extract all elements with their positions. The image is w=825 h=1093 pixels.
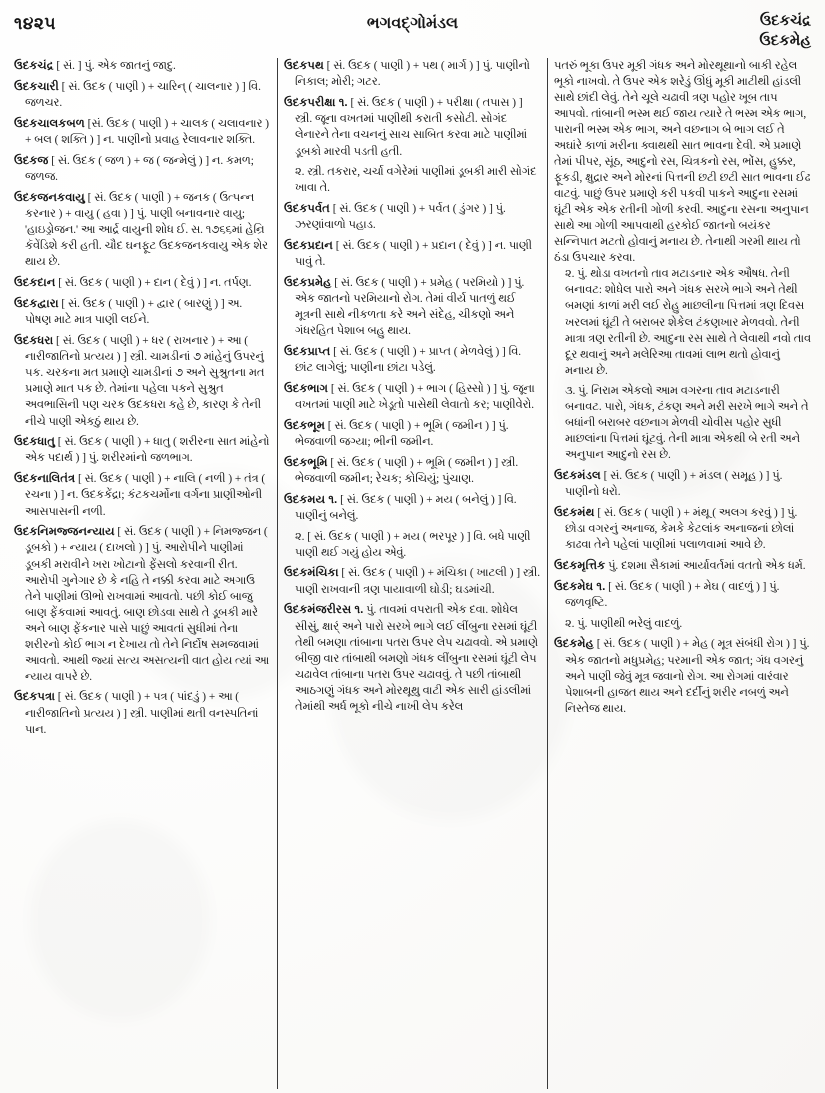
entry-definition: [ સં. ઉદક ( પાણી ) + મંડલ ( સમૂહ ) ] પું. પાણીનો ધરો. bbox=[565, 469, 783, 499]
entry-definition: પું. તાવમાં વપરાતી એક દવા. શોધેલ સીસું, ક્ષાર્ં અને પારો સરખે ભાગે લઈ લીંબુના રસમાં ઘૂંટી તેથી બમણા તાંબાના પતરા ઉપર લેપ ચઢાવવો. એ પ્રમાણે બીજી વાર તાંબાથી બમણો ગંધક લીંબુના રસમાં ઘૂંટી લેપ ચઢાવેલ તાંબાના પતરા ઉપર ચઢાવવું. તે પછી તાંબાથી આઠગણું ગંધક અને મોરથૂથુ વાટી એક સારી હાંડલીમાં તેમાંથી અર્ધ ભૂકો નીચે નાખી લેપ કરેલ bbox=[295, 604, 538, 713]
entry-definition: [ સં. ઉદક ( પાણી ) + મંચિકા ( ખાટલી ) ] સ્ત્રી. પાણી રાખવાની ત્રણ પાયાવાળી ઘોડી; ઘડમાંચી. bbox=[295, 567, 541, 596]
entry-definition: [ સં. ઉદક ( પાણી ) + ભાગ ( હિસ્સો ) ] પું. જૂના વખતમાં પાણી માટે ખેડૂતો પાસેથી લેવાતો કર; પાણીવેરો. bbox=[295, 382, 535, 412]
entry-sense-paragraph: ૨. સ્ત્રી. તકરાર, ચર્ચા વગેરેમાં પાણીમાં ડૂબકી મારી સોગંદ ખાવા તે. bbox=[295, 166, 537, 195]
entry-definition: [ સં. ઉદક ( પાણી ) + પર્વત ( ડુંગર ) ] પું. ઝરણાંવાળો પહાડ. bbox=[295, 202, 506, 232]
dictionary-entry bbox=[14, 524, 271, 685]
dictionary-entry bbox=[14, 190, 271, 271]
entry-definition: [ સં. ઉદક ( પાણી ) + પ્રાપ્ત ( મેળવેલું ) ] વિ. છાંટ લાગેલું; પાણીના છાંટા પડેલું. bbox=[295, 345, 522, 375]
dictionary-entry bbox=[14, 58, 271, 74]
entry-headword: ઉદકપરીક્ષા ૧. bbox=[284, 95, 348, 109]
entry-definition: [ સં. ઉદક ( પાણી ) + ભૂમિ ( જમીન ) ] સ્ત્રી. ભેજવાળી જમીન; રેચક; કોચિયું; પુંચાણ. bbox=[295, 456, 519, 486]
dictionary-entry bbox=[284, 602, 541, 715]
guide-words bbox=[759, 11, 811, 52]
dictionary-entry bbox=[554, 468, 811, 500]
entry-headword: ઉદકમંચિકા bbox=[284, 566, 339, 580]
dictionary-entry bbox=[14, 116, 271, 148]
entry-headword: ઉદકચારી bbox=[14, 79, 59, 93]
entry-definition: [ સં. ઉદક ( પાણી ) + ભૂમિ ( જમીન ) ] પું. ભેજવાળી જગ્યા; ભીની જમીન. bbox=[295, 419, 509, 449]
entry-headword: ઉદકભાગ bbox=[284, 381, 329, 395]
entry-definition: [ સં. ] પું. એક જાતનું જાદુ. bbox=[53, 60, 176, 72]
dictionary-entry bbox=[14, 275, 271, 291]
dictionary-entry bbox=[554, 579, 811, 611]
entry-definition: [ સં. ઉદક ( પાણી ) + નાલિ ( નળી ) + તંત્ર ( રચના ) ] ન. ઉદકકેંદ્રા; કંટકચર્મોના વર્ગના પ્રાણીઓની આસપાસની નળી. bbox=[25, 473, 266, 518]
entry-sense-paragraph: ૨. પું. થોડા વખતનો તાવ મટાડનાર એક ઔષધ. તેની બનાવટ: શોધેલ પારો અને ગંધક સરખે ભાગે અને તેથી બમણાં કાળાં મરી લઈ રોહુ માછલીના પિત્તમાં ત્રણ દિવસ ખરલમાં ઘૂંટી તે બરાબર શેકેલ ટંકણખાર મેળવવો. તેની માત્રા ત્રણ રતીની છે. આદુના રસ સાથે તે લેવાથી નવો તાવ દૂર થવાનું અને મલેરિઆ તાવમાં લાભ થતો હોવાનું મનાય છે. bbox=[565, 268, 812, 377]
entry-headword: ઉદકજ bbox=[14, 153, 49, 167]
entry-headword: ઉદકપથ bbox=[284, 59, 324, 72]
dictionary-entry bbox=[14, 153, 271, 185]
entry-headword: ઉદકચાલકબળ bbox=[14, 116, 85, 130]
dictionary-entry bbox=[284, 455, 541, 487]
dictionary-entry bbox=[284, 238, 541, 270]
entry-sense-paragraph: ૨. [ સં. ઉદક ( પાણી ) + મય ( ભરપૂર ) ] વિ. બધે પાણી પાણી થઈ ગયું હોય એવું. bbox=[295, 530, 531, 559]
dictionary-column-2 bbox=[277, 58, 548, 1089]
dictionary-entry bbox=[284, 344, 541, 376]
dictionary-entry bbox=[284, 95, 541, 160]
dictionary-entry bbox=[284, 275, 541, 340]
dictionary-entry bbox=[284, 565, 541, 597]
dictionary-entry bbox=[284, 492, 541, 524]
dictionary-entry bbox=[14, 471, 271, 520]
running-title: ભગવદ્‌ગોમંડલ bbox=[366, 15, 459, 32]
dictionary-entry bbox=[554, 636, 811, 717]
entry-headword: ઉદકમેહ bbox=[554, 637, 594, 651]
page-number: ૧૪૨૫ bbox=[14, 14, 57, 33]
entry-definition: [ સં. ઉદક ( પાણી ) + ધાતુ ( શરીરના સાત માંહેનો એક પદાર્થ ) ] પું. શરીરમાંનો જળભાગ. bbox=[25, 436, 270, 465]
dictionary-entry bbox=[14, 79, 271, 111]
dictionary-entry bbox=[14, 296, 271, 328]
dictionary-entry bbox=[14, 434, 271, 466]
dictionary-entry bbox=[554, 505, 811, 554]
entry-headword: ઉદકનાલિતંત્ર bbox=[14, 472, 76, 486]
entry-headword: ઉદકમય ૧. bbox=[284, 492, 338, 506]
entry-headword: ઉદકધરા bbox=[14, 333, 54, 347]
entry-sense-paragraph: ૩. પું. નિરામ એકલો આમ વગરના તાવ મટાડનારી બનાવટ. પારો, ગંધક, ટંકણ અને મરી સરખે ભાગે અને તે બધાંની બરાબર વછનાગ મેળવી ચોવીસ પહોર સુધી માછલાંના પિત્તમાં ઘૂંટવું. તેની માત્રા એકથી બે રતી અને અનુપાન આદુનો રસ છે. bbox=[565, 385, 809, 462]
entry-definition: [ સં. ઉદક ( પાણી ) + નિમજ્જન ( ડૂબકો ) + ન્યાય ( દાખલો ) ] પું. આરોપીને પાણીમાં ડૂબકી મરાવીને ખરા ખોટાનો ફેંસલો કરવાની રીત. આરોપી ગુનેગાર છે કે નહિ તે નક્કી કરવા માટે અગાઉ તેને પાણીમાં ઊભો રાખવામાં આવતો. પછી કોઈ બાજુ બાણ ફેંકવામાં આવતું. બાણ છોડવા સાથે તે ડૂબકી મારે અને બાણ ફેંકનાર પાસે પાછું આવતાં સુધીમાં તેના શરીરનો કોઈ ભાગ ન દેખાય તો તેને નિર્દોષ સમજવામાં આવતો. આથી જ્યાં સત્ય અસત્યની વાત હોય ત્યાં આ ન્યાય વાપરે છે. bbox=[25, 526, 269, 683]
entry-definition: [ સં. ઉદક ( પાણી ) + ધર ( રાખનાર ) + આ ( નારીજાતિનો પ્રત્યય ) ] સ્ત્રી. ચામડીનાં ૭ માંહેનું ઉપરનું ૫ક. ચરકના મત પ્રમાણે ચામડીનાં ૭ અને સુશ્રુતના મત પ્રમાણે માત ૫ક છે. તેમાંના પહેલા ૫કને સુશ્રુત અવભાસિની પણ ચરક ઉદકધરા કહે છે, કારણ કે તેની નીચે પાણી એકઠું થાય છે. bbox=[25, 334, 265, 428]
entry-headword: ઉદકપ્રાપ્ત bbox=[284, 344, 331, 358]
entry-headword: ઉદકપર્વત bbox=[284, 201, 330, 215]
entry-definition: [ સં. ઉદક ( પાણી ) + પથ ( માર્ગ ) ] પું. પાણીનો નિકાલ; મોરી; ગટર. bbox=[295, 60, 530, 89]
entry-headword: ઉદકપ્રમેહ bbox=[284, 275, 332, 289]
dictionary-entry bbox=[14, 333, 271, 430]
dictionary-column-1 bbox=[8, 58, 277, 1089]
entry-definition: [ સં. ઉદક ( પાણી ) + મય ( બનેલું ) ] વિ. પાણીનું બનેલું. bbox=[295, 493, 517, 522]
entry-headword: ઉદકમંડલ bbox=[554, 468, 601, 482]
entry-headword: ઉદકપ્રદાન bbox=[284, 238, 333, 252]
entry-headword: ઉદકમેઘ ૧. bbox=[554, 579, 606, 593]
dictionary-entry bbox=[284, 58, 541, 90]
entry-headword: ઉદકજનકવાયુ bbox=[14, 190, 85, 204]
entry-definition: [ સં. ઉદક ( પાણી ) + ચારિન્ ( ચાલનાર ) ] વિ. જળચર. bbox=[25, 80, 261, 110]
dictionary-column-3 bbox=[548, 58, 817, 1089]
entry-headword: ઉદકધાતુ bbox=[14, 435, 55, 449]
entry-definition: [ સં. ઉદક ( જળ ) + જ ( જન્મેલું ) ] ન. કમળ; જળજ. bbox=[25, 154, 254, 184]
dictionary-entry bbox=[284, 381, 541, 413]
dictionary-entry bbox=[554, 558, 811, 574]
entry-definition: [ સં. ઉદક ( પાણી ) + જનક ( ઉત્પન્ન કરનાર ) + વાયુ ( હવા ) ] પું. પાણી બનાવનાર વાયુ; 'હાઇડ્રોજન.' આ આર્દ્ર વાયુની શોધ ઈ. સ. ૧૭૬૬માં હેન્રિ કૅવેંડિશે કરી હતી. ચૌદ ઘનફૂટ ઉદકજનકવાયુ એક શેર થાય છે. bbox=[25, 191, 268, 269]
entry-definition: [ સં. ઉદક ( પાણી ) + મેહ ( મૂત્ર સંબંધી રોગ ) ] પું. એક જાતનો મધુપ્રમેહ; પરમાની એક જાત; ગંધ વગરનું અને પાણી જેવું મૂત્ર જવાનો રોગ. આ રોગમાં વારંવાર પેશાબની હાજત થાય અને દર્દીનું શરીર નબળું અને નિસ્તેજ થાય. bbox=[565, 638, 810, 715]
entry-definition: [ સં. ઉદક ( પાણી ) + પરીક્ષા ( તપાસ ) ] સ્ત્રી. જૂના વખતમાં પાણીથી કરાતી કસોટી. સોગંદ લેનારને તેના વચનનું સાચ સાબિત કરવા માટે પાણીમાં ડૂબકો મારવી પડતી હતી. bbox=[295, 96, 528, 158]
entry-definition: [ સં. ઉદક ( પાણી ) + પ્રમેહ ( પરમિયો ) ] પું. એક જાતનો પરમિયાનો રોગ. તેમાં વીર્ય પાતળું થઈ મૂત્રની સાથે નીકળતા કરે અને સંદેહ, ચીકણો અને ગંધરહિત પેશાબ બહુ થાય. bbox=[295, 276, 525, 338]
guide-word-last: ઉદકમેહ bbox=[759, 32, 811, 50]
entry-headword: ઉદકમૃત્તિક bbox=[554, 558, 606, 572]
dictionary-entry bbox=[14, 689, 271, 738]
dictionary-entry bbox=[284, 201, 541, 233]
entry-definition: [ સં. ઉદક ( પાણી ) + પત્ર ( પાંદડું ) + આ ( નારીજાતિનો પ્રત્યય ) ] સ્ત્રી. પાણીમાં થતી વનસ્પતિનાં પાન. bbox=[25, 691, 259, 736]
entry-headword: ઉદકદાન bbox=[14, 275, 56, 289]
entry-headword: ઉદકમંજરીરસ ૧. bbox=[284, 603, 364, 617]
entry-definition: [ સં. ઉદક ( પાણી ) + મેઘ ( વાદળું ) ] પું. જળવૃષ્ટિ. bbox=[565, 580, 780, 610]
entry-definition: [ સં. ઉદક ( પાણી ) + પ્રદાન ( દેવું ) ] ન. પાણી પાવું તે. bbox=[295, 239, 532, 269]
guide-word-first: ઉદકચંદ્ર bbox=[759, 12, 811, 29]
column-container bbox=[8, 58, 817, 1089]
entry-sense-paragraph: ૨. પું. પાણીથી ભરેલું વાદળું. bbox=[565, 617, 683, 630]
entry-definition: [સં. ઉદક ( પાણી ) + ચાલક ( ચલાવનાર ) + બલ ( શક્તિ ) ] ન. પાણીનો પ્રવાહ રેલાવનાર શક્તિ. bbox=[25, 117, 269, 147]
entry-headword: ઉદકચંદ્ર bbox=[14, 59, 54, 72]
entry-headword: ઉદકમંથ bbox=[554, 505, 595, 519]
entry-headword: ઉદકનિમજ્જનન્યાય bbox=[14, 525, 115, 539]
entry-definition: [ સં. ઉદક ( પાણી ) + મંથૂ ( અલગ કરવું ) ] પું. છોડા વગરનું અનાજ, કેમકે કેટલાંક અનાજનાં છોલાં કાઢવા તેને પહેલાં પાણીમાં પલાળવામાં આવે છે. bbox=[565, 506, 798, 552]
page-header bbox=[0, 0, 825, 58]
continued-text: પતરું ભૂકા ઉપર મૂકી ગંધક અને મોરથૂથાનો બાકી રહેલ ભૂકો નાખવો. તે ઉપર એક શરેડું ઊંધું મૂકી માટીથી હાંડલી સાથે છાંદી લેવું. તેને ચૂલે ચઢાવી ત્રણ પહોર ખૂબ તાપ આપવો. તાંબાની ભસ્મ થઈ જાય ત્યારે તે ભસ્મ એક ભાગ, પારાની ભસ્મ એક ભાગ, અને વછનાગ બે ભાગ લઈ તે અઘાંરે કાળાં મરીના ક્વાથથી સાત ભાવના દેવી. એ પ્રમાણે તેમાં પીપર, સૂંઠ, આદુનો રસ, ચિત્રકનો રસ, ભોંસ, હુક્કર, ફૂકડી, ક્ષુદ્રાર અને મોરનાં પિત્તની છટી છટી સાત ભાવના ઈઢ વાટવું. પાછું ઉપર પ્રમાણે કરી પકવી પાકને આદુના રસમાં ઘૂંટી એક એક રતીની ગોળી કરવી. આદુના રસના અનુપાન સાથે આ ગોળી આપવાથી હરકોઈ જાતનો બયંકર સન્નિપાત મટતો હોવાનું મનાય છે. તેનાથી ગરમી થાય તો ઠંડા ઉપચાર કરવા. bbox=[554, 60, 811, 265]
entry-definition: [ સં. ઉદક ( પાણી ) + દાન ( દેવું ) ] ન. તર્પણ. bbox=[55, 276, 252, 289]
entry-headword: ઉદકપત્રા bbox=[14, 690, 55, 704]
entry-definition: [ સં. ઉદક ( પાણી ) + દ્વાર ( બારણું ) ] અ. પોષણ માટે માત્ર પાણી લઈને. bbox=[25, 297, 243, 327]
entry-definition: પું. દશમા સૈકામાં આર્યાવર્તમાં વતતો એક ધર્મ. bbox=[605, 559, 806, 572]
dictionary-entry bbox=[284, 418, 541, 450]
entry-headword: ઉદકભૂમિ bbox=[284, 455, 328, 469]
entry-headword: ઉદકદ્વારા bbox=[14, 296, 59, 310]
entry-headword: ઉદકભૂમ bbox=[284, 418, 325, 432]
